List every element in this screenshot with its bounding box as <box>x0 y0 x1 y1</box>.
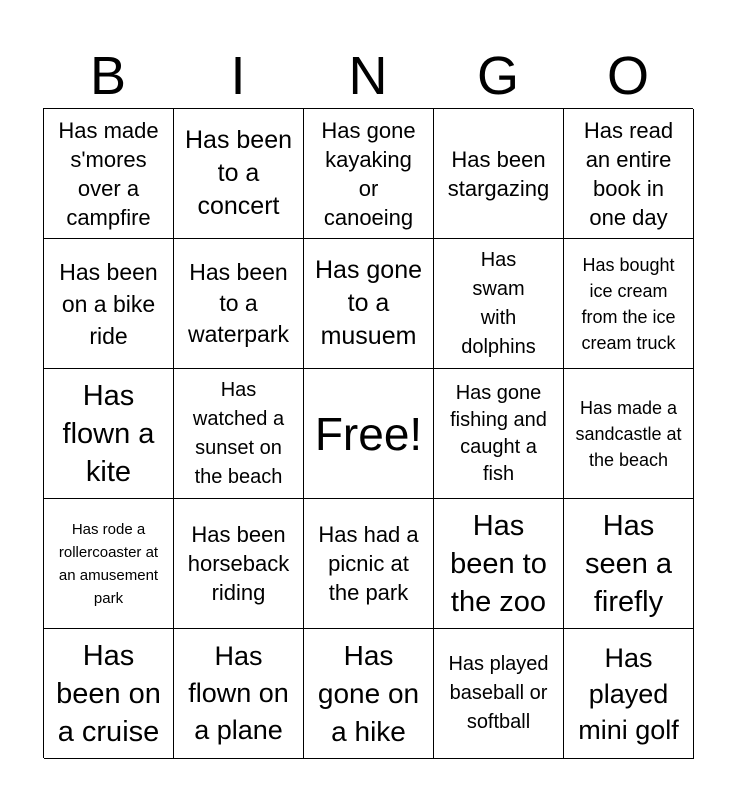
bingo-cell[interactable] <box>304 369 434 499</box>
cell-text: Has made a sandcastle at the beach <box>575 397 682 470</box>
cell-text: Has been to a concert <box>184 126 293 220</box>
cell-text: Has been on a bike ride <box>59 258 158 349</box>
cell-text: Has been horseback riding <box>187 522 290 605</box>
bingo-cell[interactable] <box>564 499 694 629</box>
cell-text: Has bought ice cream from the ice cream truck <box>581 254 676 353</box>
header-letter-b: B <box>89 46 127 106</box>
bingo-cell[interactable] <box>564 629 694 759</box>
cell-text: Has gone on a hike <box>317 639 420 747</box>
bingo-cell[interactable] <box>304 499 434 629</box>
bingo-cell[interactable] <box>304 109 434 239</box>
bingo-cell[interactable] <box>564 239 694 369</box>
free-space: Free! <box>314 407 423 460</box>
bingo-cell[interactable] <box>564 109 694 239</box>
cell-text: Has seen a firefly <box>584 509 673 618</box>
cell-text: Has played baseball or softball <box>448 653 549 733</box>
cell-text: Has been stargazing <box>447 146 550 201</box>
header-letter-o: O <box>606 46 649 106</box>
cell-text: Has read an entire book in one day <box>583 117 674 230</box>
cell-text: Has rode a rollercoaster at an amusement park <box>58 520 159 607</box>
bingo-cell[interactable] <box>434 499 564 629</box>
bingo-cell[interactable] <box>434 239 564 369</box>
cell-text: Has gone to a musuem <box>314 256 423 350</box>
bingo-cell[interactable] <box>174 499 304 629</box>
bingo-cell[interactable] <box>564 369 694 499</box>
bingo-cell[interactable] <box>44 369 174 499</box>
cell-text: Has been on a cruise <box>56 639 161 748</box>
header-letter-n: N <box>348 46 388 106</box>
bingo-cell[interactable] <box>44 109 174 239</box>
header-letter-g: G <box>476 46 519 106</box>
bingo-cell[interactable] <box>44 629 174 759</box>
cell-text: Has played mini golf <box>578 642 679 745</box>
cell-text: Has gone kayaking or canoeing <box>321 117 416 230</box>
bingo-cell[interactable] <box>304 239 434 369</box>
cell-text: Has had a picnic at the park <box>318 522 419 605</box>
bingo-cell[interactable] <box>434 629 564 759</box>
cell-text: Has been to the zoo <box>450 509 547 618</box>
bingo-cell[interactable] <box>174 239 304 369</box>
bingo-header <box>43 44 693 108</box>
cell-text: Has gone fishing and caught a fish <box>450 381 547 485</box>
cell-text: Has been to a waterpark <box>188 259 289 347</box>
cell-text: Has flown a kite <box>62 379 155 488</box>
bingo-cell[interactable] <box>174 629 304 759</box>
bingo-cell[interactable] <box>174 369 304 499</box>
cell-text: Has flown on a plane <box>188 641 289 745</box>
bingo-cell[interactable] <box>174 109 304 239</box>
cell-text: Has made s'mores over a campfire <box>58 117 159 230</box>
bingo-cell[interactable] <box>44 499 174 629</box>
cell-text: Has swam with dolphins <box>461 248 536 358</box>
cell-text: Has watched a sunset on the beach <box>192 378 285 488</box>
bingo-cell[interactable] <box>44 239 174 369</box>
bingo-cell[interactable] <box>304 629 434 759</box>
bingo-cell[interactable] <box>434 109 564 239</box>
header-letter-i: I <box>230 46 246 106</box>
bingo-board <box>43 108 693 758</box>
bingo-cell[interactable] <box>434 369 564 499</box>
